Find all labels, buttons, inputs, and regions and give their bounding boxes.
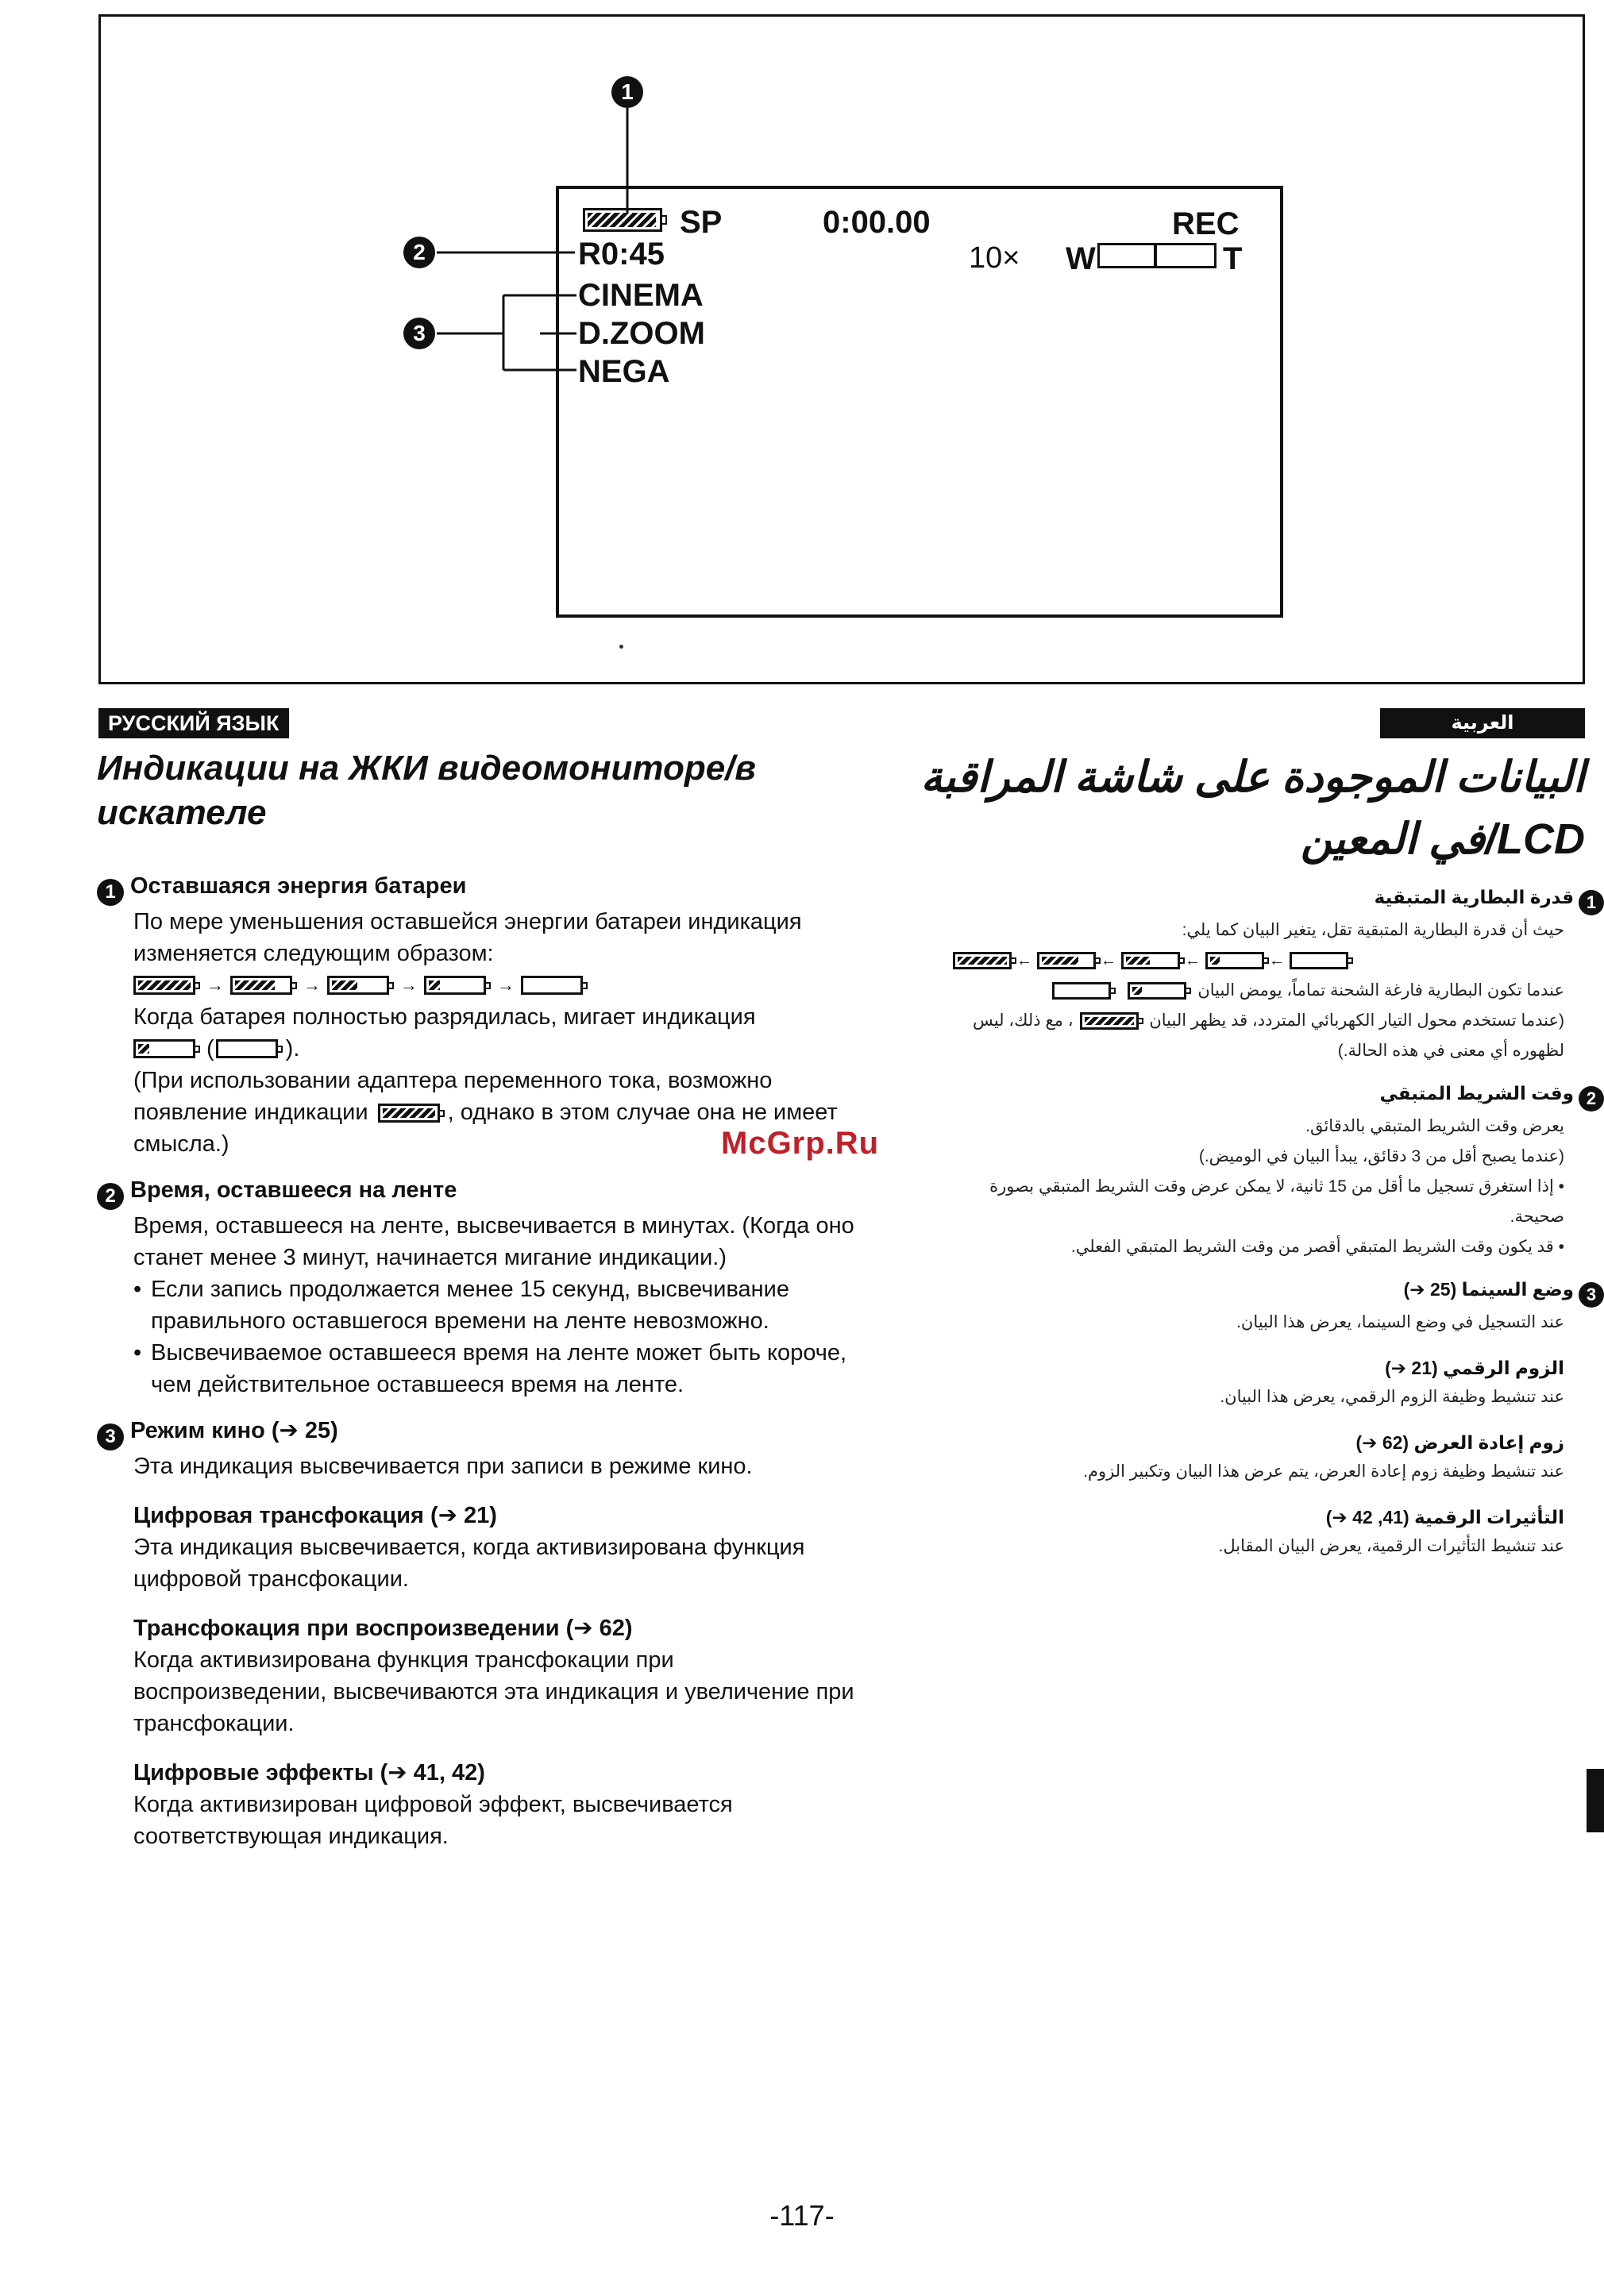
ar-section-1-p3: (عندما تستخدم محول التيار الكهربائي المتردد، قد يظهر البيان ، مع ذلك، ليس لظهوره أي معنى في هذه الحالة.) — [973, 1011, 1564, 1060]
arabic-title-line-1: البيانات الموجودة على شاشة المراقبة — [920, 753, 1585, 801]
page-number: -117- — [769, 2199, 835, 2232]
arrow-icon: → — [303, 975, 321, 995]
lcd-timecode: 0:00.00 — [823, 205, 931, 240]
ar-digital-zoom-heading: الزوم الرقمي (21 ➔) — [1385, 1358, 1564, 1378]
ar-battery-sequence — [953, 946, 1564, 976]
callout-1: 1 — [611, 76, 643, 108]
callout-2: 2 — [403, 237, 435, 268]
ar-section-2-p2: (عندما يصبح أقل من 3 دقائق، يبدأ البيان في الوميض.) — [1198, 1147, 1564, 1165]
ar-section-1-number: 1 — [1579, 890, 1604, 915]
ar-digital-effects-heading: التأثيرات الرقمية (41, 42 ➔) — [1325, 1507, 1564, 1527]
russian-title: Индикации на ЖКИ видеомониторе/в искателе — [97, 749, 756, 832]
callout-3: 3 — [403, 318, 435, 349]
battery-empty-icon — [1290, 952, 1348, 969]
battery-2-icon — [1121, 952, 1180, 969]
ru-digital-effects-text: Когда активизирован цифровой эффект, высвечивается соответствующая индикация. — [133, 1792, 733, 1849]
ar-section-1-p1: حيث أن قدرة البطارية المتبقية تقل، يتغير البيان كما يلي: — [1182, 921, 1564, 939]
ru-section-3-p1: Эта индикация высвечивается при записи в режиме кино. — [133, 1454, 753, 1479]
lcd-mode-nega: NEGA — [578, 354, 670, 389]
arrow-icon: ← — [1016, 951, 1032, 969]
ru-section-2-bullet-1: • Если запись продолжается менее 15 секунд, высвечивание правильного оставшегося времени на ленте невозможно. — [133, 1277, 790, 1334]
ru-digital-zoom-heading: Цифровая трансфокация (➔ 21) — [133, 1503, 497, 1528]
ar-digital-zoom-text: عند تنشيط وظيفة الزوم الرقمي، يعرض هذا البيان. — [1220, 1388, 1564, 1406]
russian-column — [97, 870, 859, 1852]
battery-blink-pair — [133, 1033, 859, 1065]
ru-section-1-number: 1 — [97, 879, 124, 906]
edge-tab — [1587, 1769, 1604, 1832]
ru-section-2-p1: Время, оставшееся на ленте, высвечивается в минутах. (Когда оно станет менее 3 минут, начинается мигание индикации.) — [133, 1213, 854, 1270]
ar-section-2-bullet-2: • قد يكون وقت الشريط المتبقي أقصر من وقت الشريط المتبقي الفعلي. — [1070, 1238, 1564, 1256]
lcd-mode-cinema: CINEMA — [578, 278, 704, 313]
battery-low-icon — [1128, 982, 1186, 1000]
ar-section-1-heading: 1قدرة البطارية المتبقية — [953, 883, 1604, 915]
battery-full-icon — [378, 1104, 440, 1123]
battery-3-icon — [1037, 952, 1096, 969]
arrow-icon: ← — [1101, 951, 1116, 969]
ru-playback-zoom-heading: Трансфокация при воспроизведении (➔ 62) — [133, 1616, 633, 1641]
ar-section-3-number: 3 — [1579, 1282, 1604, 1308]
ar-section-2-p1: يعرض وقت الشريط المتبقي بالدقائق. — [1305, 1117, 1564, 1135]
ru-section-3-number: 3 — [97, 1423, 124, 1450]
paren-open: ( — [206, 1035, 214, 1061]
lcd-zoom-t: T — [1223, 241, 1243, 276]
lcd-tape-remaining: R0:45 — [578, 237, 665, 272]
arrow-icon: ← — [1185, 951, 1201, 969]
ru-section-2-heading: 2 Время, оставшееся на ленте — [97, 1174, 859, 1210]
lcd-mode-dzoom: D.ZOOM — [578, 316, 705, 351]
battery-1-icon — [424, 976, 486, 995]
ru-section-2-bullet-2: • Высвечиваемое оставшееся время на ленте может быть короче, чем действительное оставшееся время на ленте. — [133, 1340, 847, 1397]
ar-playback-zoom-heading: زوم إعادة العرض (62 ➔) — [1355, 1432, 1564, 1453]
speck — [619, 645, 623, 649]
ru-section-1-p1: По мере уменьшения оставшейся энергии батареи индикация изменяется следующим образом: — [133, 909, 802, 966]
battery-2-icon — [327, 976, 389, 995]
lcd-zoom-ratio: 10× — [969, 241, 1020, 275]
ru-digital-effects-heading: Цифровые эффекты (➔ 41, 42) — [133, 1760, 485, 1786]
battery-empty-icon — [521, 976, 583, 995]
ar-section-3-p1: عند التسجيل في وضع السينما، يعرض هذا البيان. — [1236, 1313, 1564, 1331]
battery-low-icon — [133, 1039, 195, 1058]
ar-section-3-heading: 3وضع السينما (25 ➔) — [953, 1275, 1604, 1308]
battery-full-icon — [583, 208, 662, 232]
ru-digital-zoom-text: Эта индикация высвечивается, когда активизирована функция цифровой трансфокации. — [133, 1535, 805, 1592]
arabic-column — [953, 883, 1604, 1562]
ru-section-2-number: 2 — [97, 1183, 124, 1210]
arrow-icon: → — [497, 975, 515, 995]
battery-4-icon — [133, 976, 195, 995]
battery-3-icon — [230, 976, 292, 995]
ru-section-1-p2: Когда батарея полностью разрядилась, мигает индикация — [133, 1004, 756, 1030]
arrow-icon: ← — [1269, 951, 1285, 969]
ar-playback-zoom-text: عند تنشيط وظيفة زوم إعادة العرض، يتم عرض هذا البيان وتكبير الزوم. — [1083, 1462, 1564, 1481]
ar-section-1-p2: عندما تكون البطارية فارغة الشحنة تماماً، يومض البيان — [953, 976, 1564, 1006]
battery-full-icon — [1080, 1012, 1139, 1030]
lcd-zoom-w: W — [1066, 241, 1096, 276]
battery-sequence — [133, 969, 859, 1001]
arrow-icon: → — [206, 975, 224, 995]
battery-1-icon — [1205, 952, 1264, 969]
arabic-title-line-2: LCD/في المعين — [1301, 815, 1585, 863]
ru-section-1-heading: 1 Оставшаяся энергия батареи — [97, 870, 859, 906]
arabic-language-label: العربية — [1380, 708, 1585, 738]
lcd-zoom-bar — [1097, 243, 1216, 268]
battery-empty-icon — [1052, 982, 1111, 1000]
arabic-title — [858, 746, 1585, 870]
ru-section-1-p3: (При использовании адаптера переменного тока, возможно появление индикации , однако в этом случае она не имеет смысла.) — [133, 1068, 838, 1157]
ar-section-2-heading: 2وقت الشريط المتبقي — [953, 1079, 1604, 1111]
lcd-tape-speed: SP — [680, 205, 723, 240]
lcd-rec-status: REC — [1172, 206, 1240, 241]
ru-playback-zoom-text: Когда активизирована функция трансфокации при воспроизведении, высвечиваются эта индикация и увеличение при трансфокации. — [133, 1647, 854, 1736]
arrow-icon: → — [400, 975, 418, 995]
lcd-zoom-marker — [1154, 243, 1157, 268]
ar-digital-effects-text: عند تنشيط التأثيرات الرقمية، يعرض البيان المقابل. — [1218, 1537, 1564, 1555]
watermark: McGrp.Ru — [721, 1126, 880, 1161]
ar-section-2-number: 2 — [1579, 1086, 1604, 1111]
russian-language-label: РУССКИЙ ЯЗЫК — [98, 708, 289, 738]
paren-close: ). — [285, 1035, 300, 1061]
ar-section-2-bullet-1: • إذا استغرق تسجيل ما أقل من 15 ثانية، لا يمكن عرض وقت الشريط المتبقي بصورة صحيحة. — [989, 1177, 1564, 1226]
battery-empty-icon — [216, 1039, 278, 1058]
battery-4-icon — [953, 952, 1012, 969]
ru-section-3-heading: 3 Режим кино (➔ 25) — [97, 1415, 859, 1450]
